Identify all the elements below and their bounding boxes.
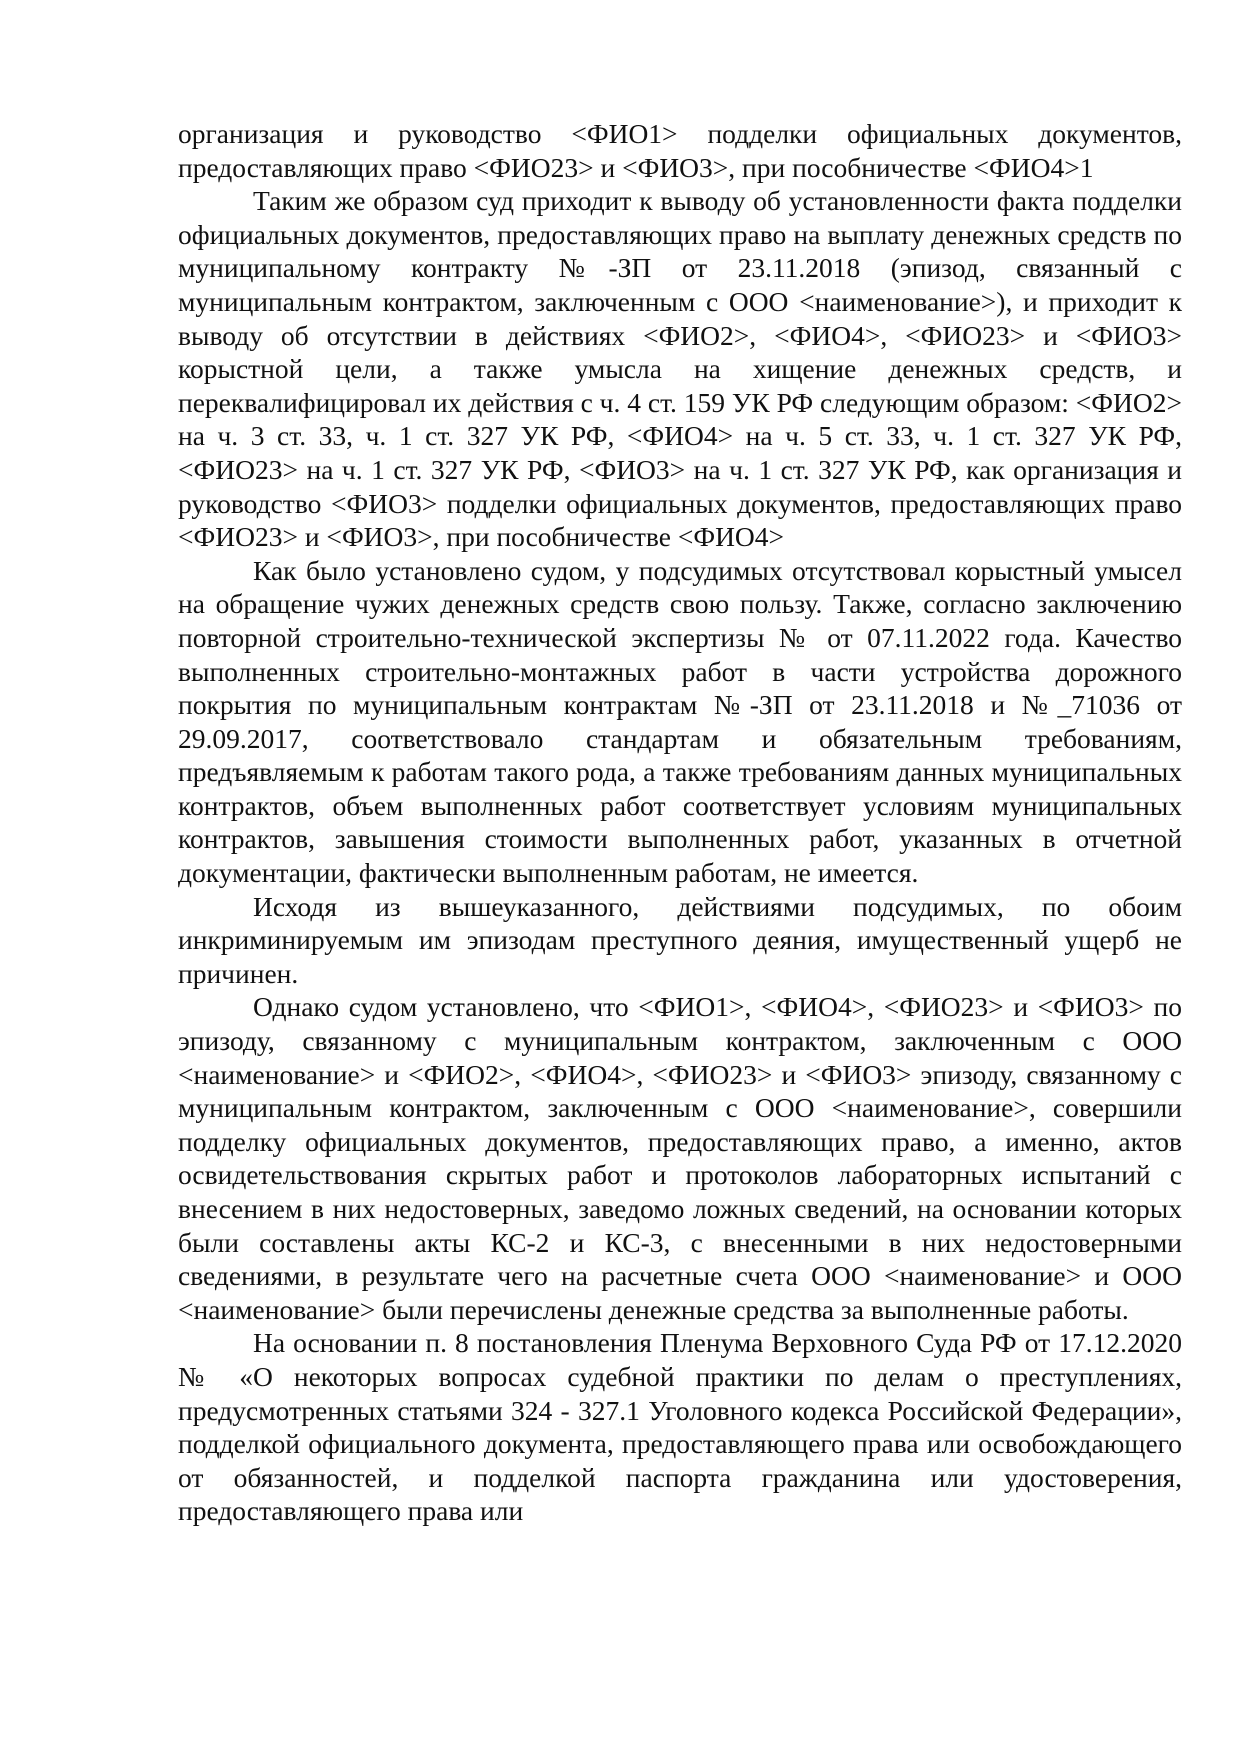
paragraph-expertise: Как было установлено судом, у подсудимых отсутствовал корыстный умысел на обращение чужих денежных средств свою пользу. Также, согласно заключению повторной строительно-технической экспертизы № от 07.11.2022 года. Качество выполненных строительно-монтажных работ в части устройства дорожного покрытия по муниципальным контрактам №-ЗП от 23.11.2018 и №_71036 от 29.09.2017, соответствовало стандартам и обязательным требованиям, предъявляемым к работам такого рода, а также требованиям данных муниципальных контрактов, объем выполненных работ соответствует условиям муниципальных контрактов, завышения стоимости выполненных работ, указанных в отчетной документации, фактически выполненным работам, не имеется. bbox=[178, 554, 1182, 889]
paragraph-continuation: организация и руководство <ФИО1> подделки официальных документов, предоставляющих право <ФИО23> и <ФИО3>, при пособничестве <ФИО4>1 bbox=[178, 118, 1182, 183]
paragraph-plenum-resolution: На основании п. 8 постановления Пленума Верховного Суда РФ от 17.12.2020 № «О некоторых вопросах судебной практики по делам о преступлениях, предусмотренных статьями 324 - 327.1 Уголовного кодекса Российской Федерации», подделкой официального документа, предоставляющего права или освобождающего от обязанностей, и подделкой паспорта гражданина или удостоверения, предоставляющего права или bbox=[178, 1327, 1182, 1527]
paragraph-no-damage: Исходя из вышеуказанного, действиями подсудимых, по обоим инкриминируемым им эпизодам преступного деяния, имущественный ущерб не причинен. bbox=[178, 890, 1182, 989]
paragraph-forgery-established: Однако судом установлено, что <ФИО1>, <ФИО4>, <ФИО23> и <ФИО3> по эпизоду, связанному с муниципальным контрактом, заключенным с ООО <наименование> и <ФИО2>, <ФИО4>, <ФИО23> и <ФИО3> эпизоду, связанному с муниципальным контрактом, заключенным с ООО <наименование>, совершили подделку официальных документов, предоставляющих право, а именно, актов освидетельствования скрытых работ и протоколов лабораторных испытаний с внесением в них недостоверных, заведомо ложных сведений, на основании которых были составлены акты КС-2 и КС-3, с внесенными в них недостоверными сведениями, в результате чего на расчетные счета ООО <наименование> и ООО <наименование> были перечислены денежные средства за выполненные работы. bbox=[178, 991, 1182, 1325]
paragraph-requalification: Таким же образом суд приходит к выводу об установленности факта подделки официальных документов, предоставляющих право на выплату денежных средств по муниципальному контракту №-ЗП от 23.11.2018 (эпизод, связанный с муниципальным контрактом, заключенным с ООО <наименование>), и приходит к выводу об отсутствии в действиях <ФИО2>, <ФИО4>, <ФИО23> и <ФИО3> корыстной цели, а также умысла на хищение денежных средств, и переквалифицировал их действия с ч. 4 ст. 159 УК РФ следующим образом: <ФИО2> на ч. 3 ст. 33, ч. 1 ст. 327 УК РФ, <ФИО4> на ч. 5 ст. 33, ч. 1 ст. 327 УК РФ, <ФИО23> на ч. 1 ст. 327 УК РФ, <ФИО3> на ч. 1 ст. 327 УК РФ, как организация и руководство <ФИО3> подделки официальных документов, предоставляющих право <ФИО23> и <ФИО3>, при пособничестве <ФИО4> bbox=[178, 185, 1183, 553]
document-page bbox=[178, 117, 1182, 1528]
